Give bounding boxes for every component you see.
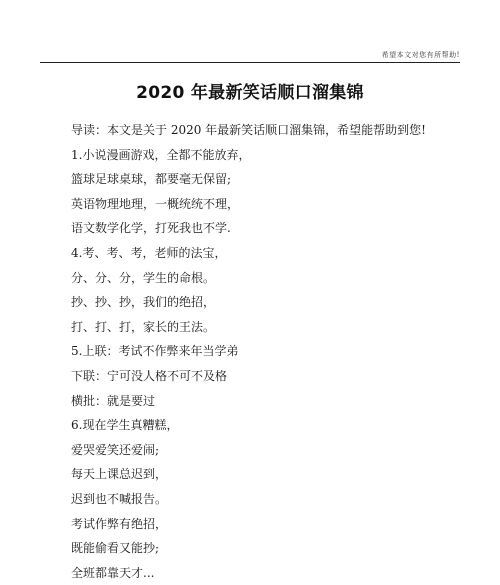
text-line: 爱哭爱笑还爱闹; [71,442,160,457]
text-line: 篮球足球桌球，都要毫无保留; [71,172,232,187]
document-title: 2020 年最新笑话顺口溜集锦 [136,83,364,103]
text-line: 分、分、分，学生的命根。 [71,270,216,285]
text-line: 全班都靠天才... [71,565,155,580]
text-line: 每天上课总迟到， [71,467,168,482]
header-divider [40,62,460,63]
text-line: 英语物理地理，一概统统不理， [71,196,240,211]
text-line: 打、打、打，家长的王法。 [71,319,216,334]
text-line: 横批：就是要过 [71,393,156,408]
text-line: 下联：宁可没人格不可不及格 [71,368,228,383]
text-line: 4.考、考、考，老师的法宝， [71,245,227,260]
text-line: 5.上联：考试不作弊来年当学弟 [71,344,239,359]
text-line: 考试作弊有绝招， [71,516,168,531]
text-line: 迟到也不喊报告。 [71,491,168,506]
text-line: 抄、抄、抄，我们的绝招， [71,295,216,310]
text-line: 既能偷看又能抄; [71,541,160,556]
text-line: 1.小说漫画游戏，全都不能放弃， [71,147,251,162]
text-line: 语文数学化学，打死我也不学. [71,221,231,236]
running-header: 希望本文对您有所帮助! [381,51,460,59]
text-line: 6.现在学生真糟糕， [71,418,179,433]
document-body [71,118,471,585]
intro-line: 导读：本文是关于 2020 年最新笑话顺口溜集锦，希望能帮助到您! [71,123,426,137]
